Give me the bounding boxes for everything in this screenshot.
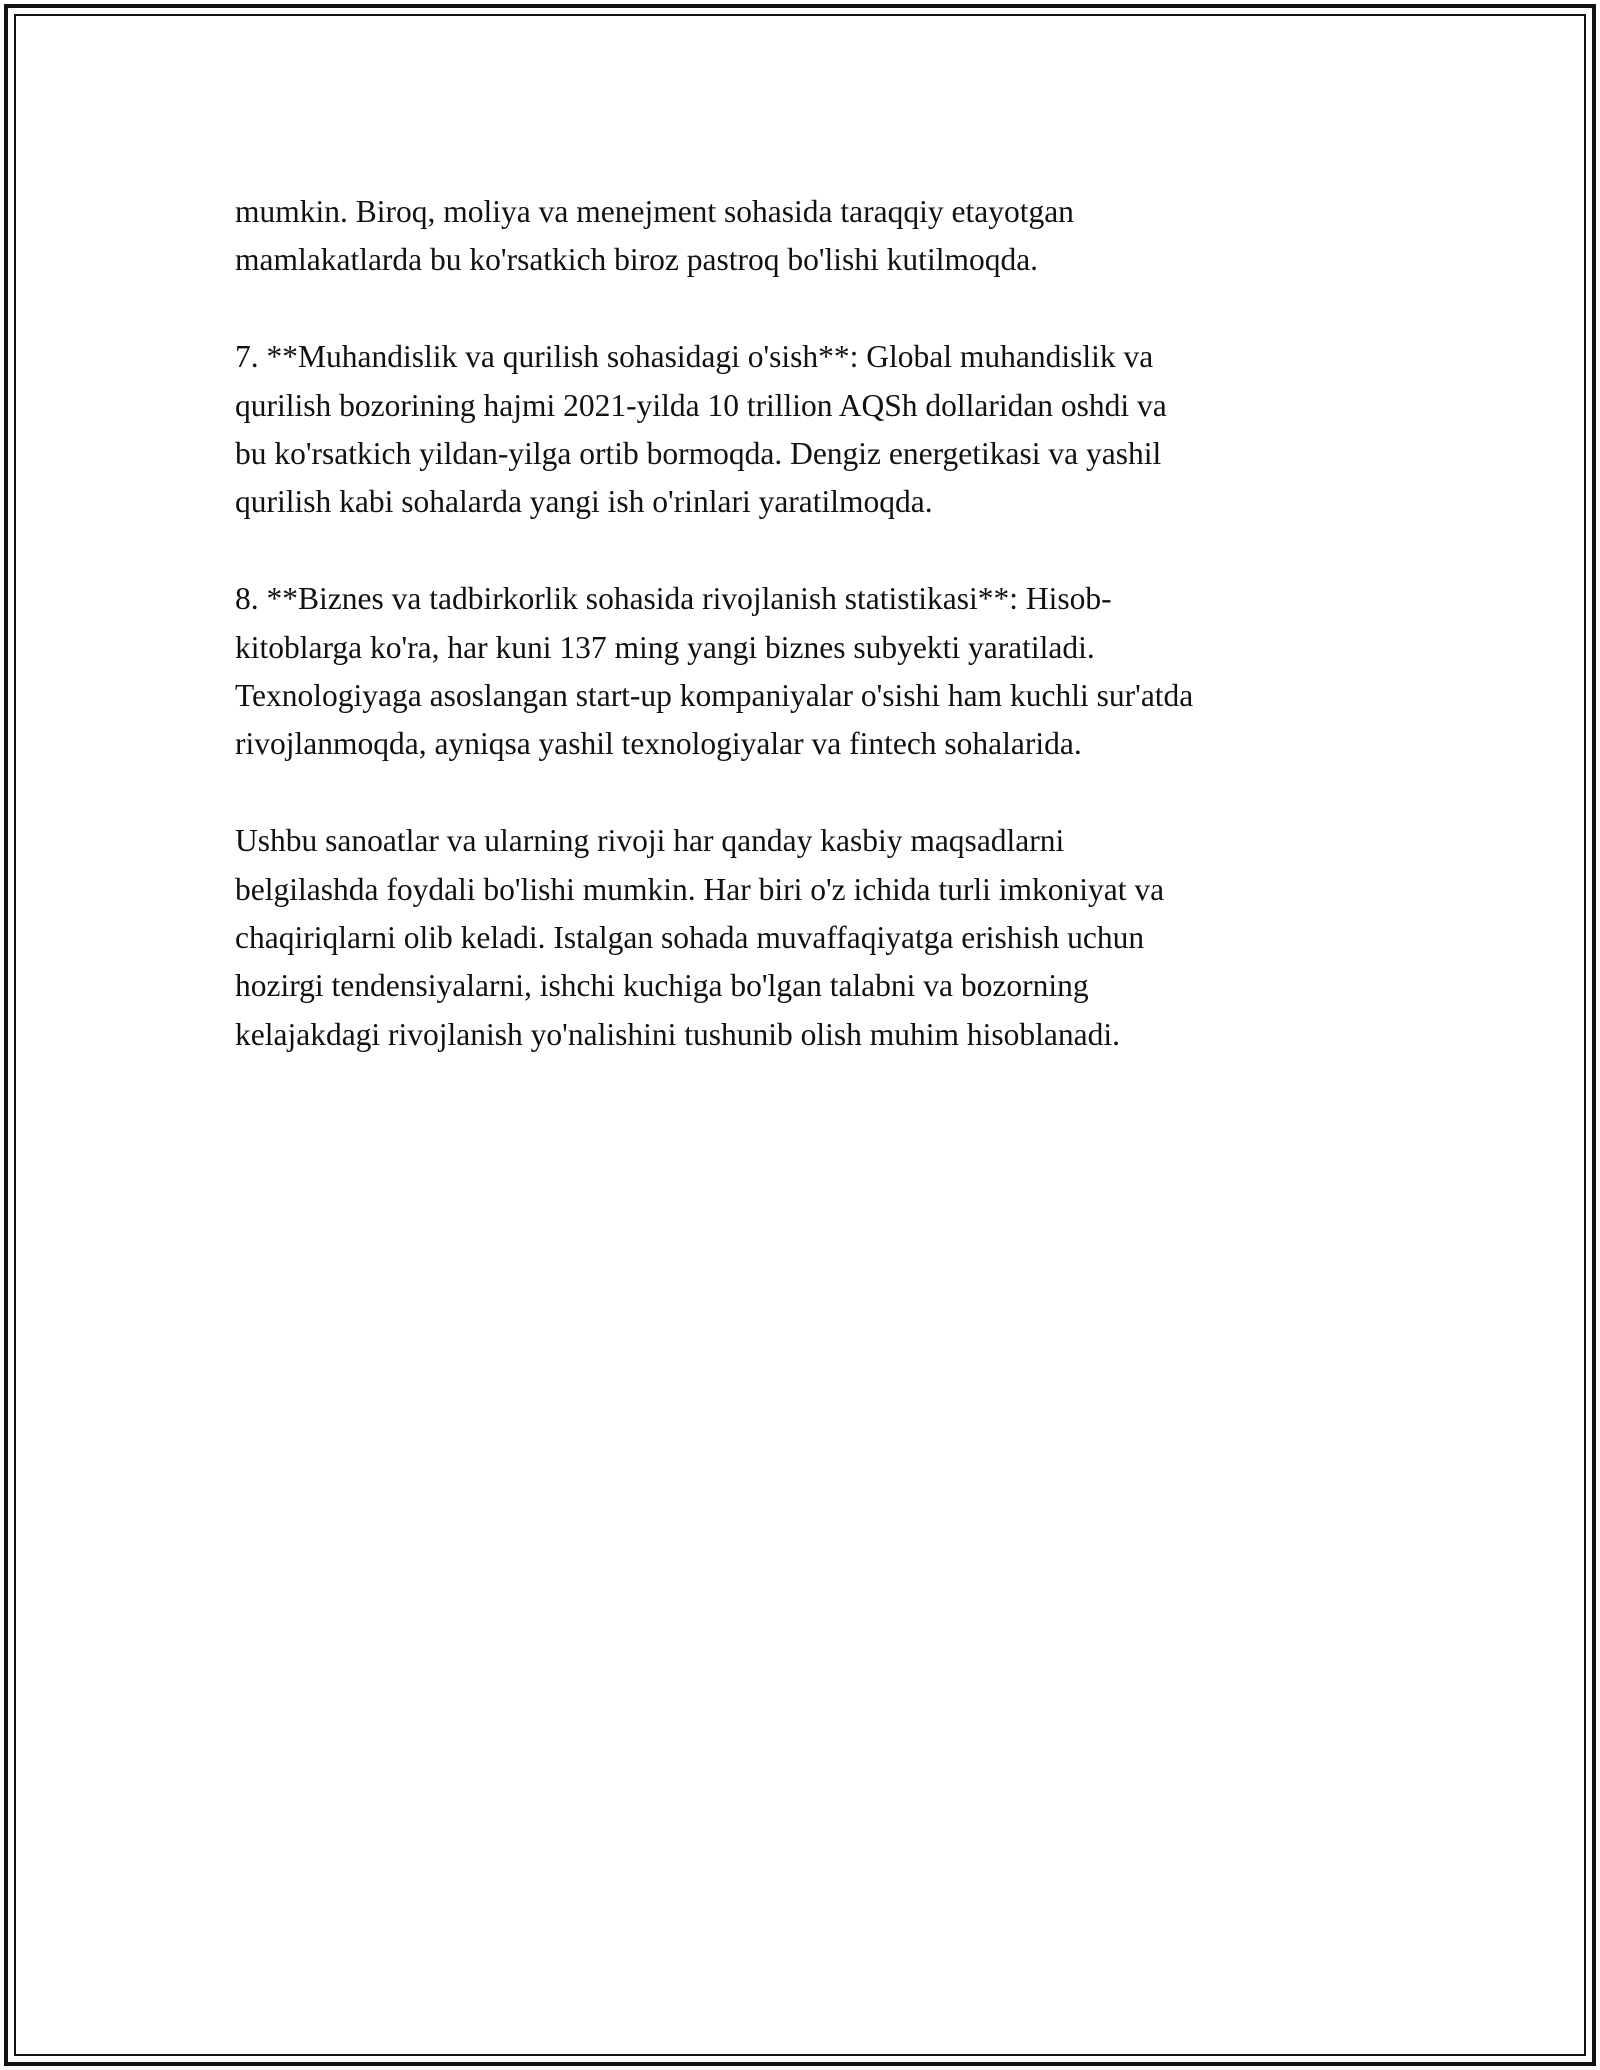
- text-line: kelajakdagi rivojlanish yo'nalishini tushunib olish muhim hisoblanadi.: [235, 1016, 1120, 1052]
- text-line: mumkin. Biroq, moliya va menejment sohasida taraqqiy etayotgan: [235, 194, 1074, 229]
- paragraph-item-8: [235, 575, 1365, 769]
- document-body: [235, 188, 1365, 1108]
- text-line: Ushbu sanoatlar va ularning rivoji har qanday kasbiy maqsadlarni: [235, 823, 1065, 859]
- text-line: mamlakatlarda bu ko'rsatkich biroz pastroq bo'lishi kutilmoqda.: [235, 242, 1039, 278]
- paragraph-continuation: [235, 188, 1365, 285]
- text-line: hozirgi tendensiyalarni, ishchi kuchiga bo'lgan talabni va bozorning: [235, 968, 1089, 1004]
- paragraph-item-7: [235, 333, 1365, 527]
- text-line: bu ko'rsatkich yildan-yilga ortib bormoqda. Dengiz energetikasi va yashil: [235, 436, 1162, 472]
- text-line: kitoblarga ko'ra, har kuni 137 ming yangi biznes subyekti yaratiladi.: [235, 629, 1095, 665]
- text-line: Texnologiyaga asoslangan start-up kompaniyalar o'sishi ham kuchli sur'atda: [235, 678, 1194, 714]
- text-line: 7. **Muhandislik va qurilish sohasidagi o'sish**: Global muhandislik va: [235, 339, 1154, 375]
- paragraph-conclusion: [235, 817, 1365, 1059]
- text-line: chaqiriqlarni olib keladi. Istalgan sohada muvaffaqiyatga erishish uchun: [235, 920, 1145, 956]
- text-line: belgilashda foydali bo'lishi mumkin. Har biri o'z ichida turli imkoniyat va: [235, 871, 1165, 907]
- text-line: qurilish bozorining hajmi 2021-yilda 10 trillion AQSh dollaridan oshdi va: [235, 387, 1167, 423]
- text-line: rivojlanmoqda, ayniqsa yashil texnologiyalar va fintech sohalarida.: [235, 726, 1082, 762]
- text-line: 8. **Biznes va tadbirkorlik sohasida rivojlanish statistikasi**: Hisob-: [235, 581, 1112, 617]
- text-line: qurilish kabi sohalarda yangi ish o'rinlari yaratilmoqda.: [235, 484, 933, 520]
